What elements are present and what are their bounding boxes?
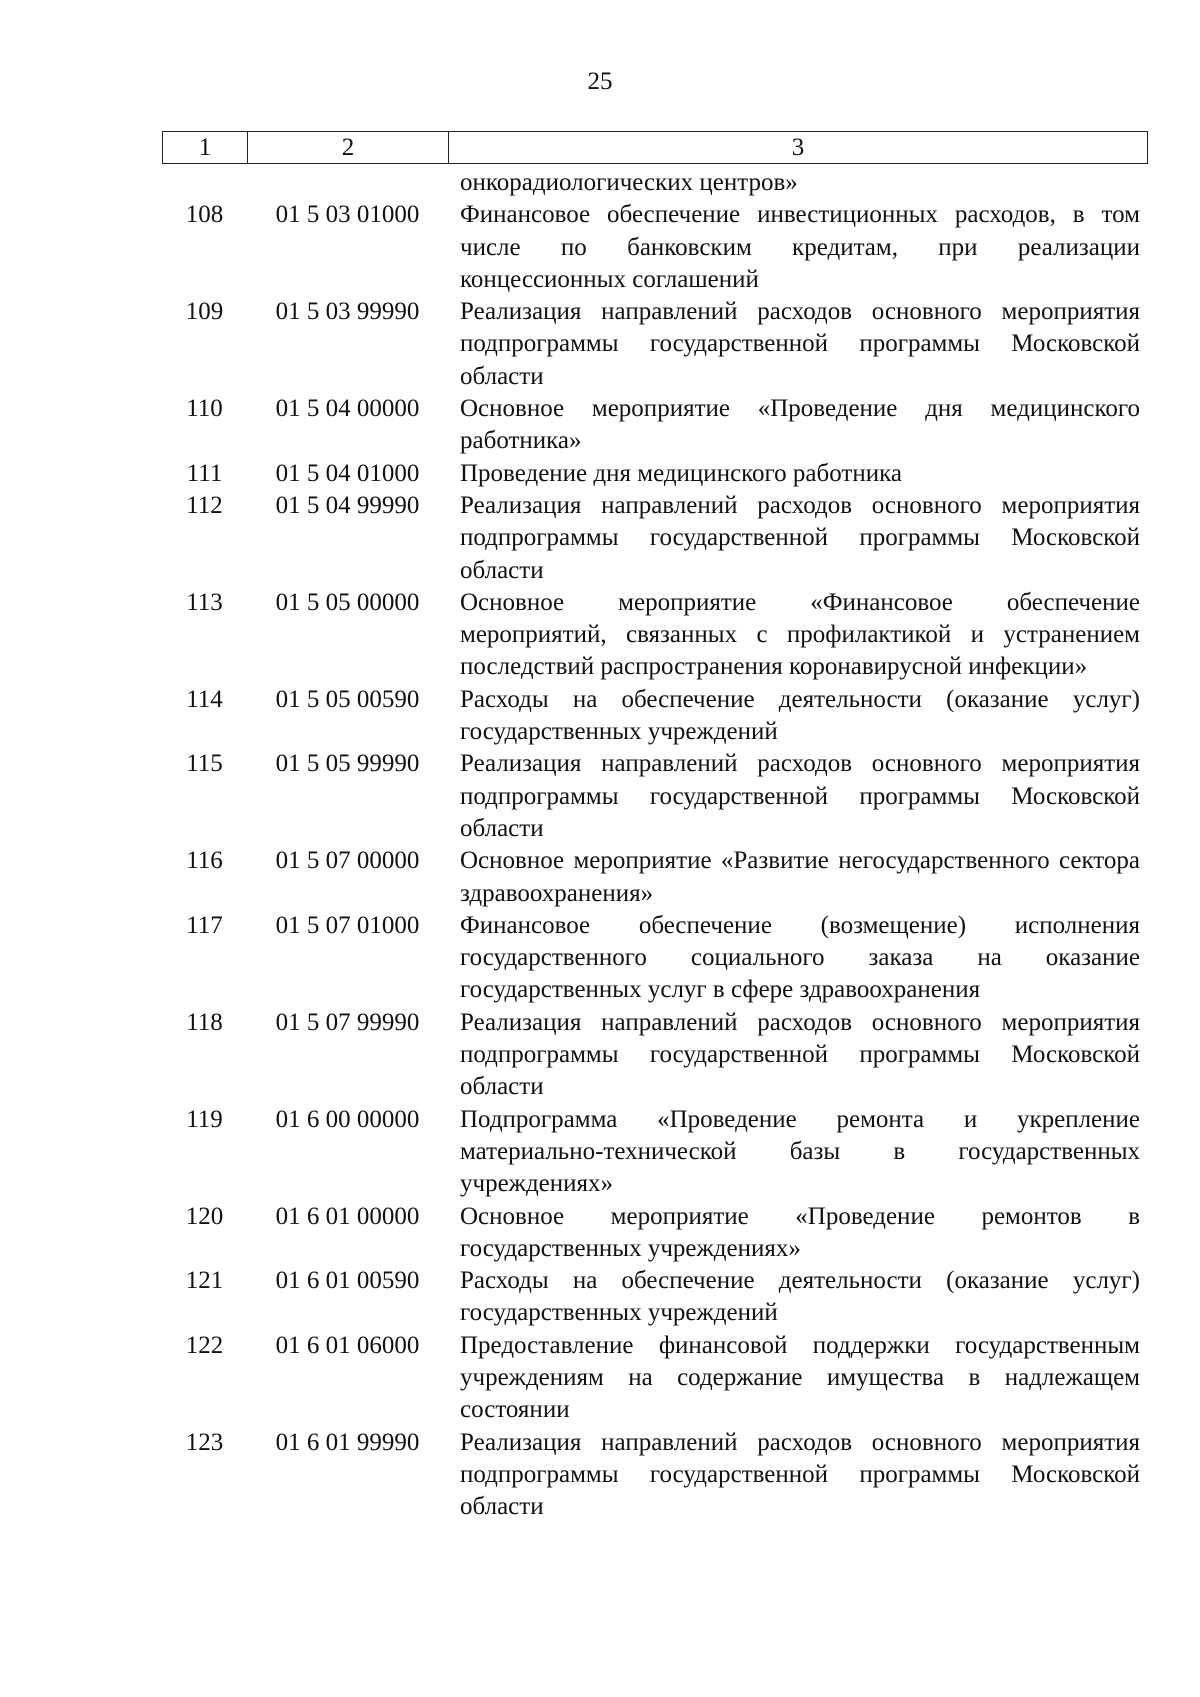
row-code: 01 6 01 00590 (275, 1267, 420, 1295)
row-number: 108 (185, 201, 224, 229)
row-number: 114 (186, 685, 223, 713)
row-text: Финансовое обеспечение инвестиционных расходов, в том числе по банковским кредитам, при реализации концессионных соглашений (460, 201, 1140, 293)
row-number: 112 (186, 491, 223, 519)
row-text: Предоставление финансовой поддержки государственным учреждениям на содержание имущества в надлежащем состоянии (460, 1331, 1140, 1424)
column-header-name: 3 (791, 133, 805, 161)
row-text: Основное мероприятие «Финансовое обеспечение мероприятий, связанных с профилактикой и устранением последствий распространения коронавирусной инфекции» (460, 588, 1140, 681)
row-text: онкорадиологических центров» (460, 169, 798, 196)
row-number: 111 (186, 459, 223, 487)
table-row (162, 845, 1148, 910)
row-text: Проведение дня медицинского работника (460, 459, 902, 487)
row-text: Реализация направлений расходов основного мероприятия подпрограммы государственной программы Московской области (460, 750, 1140, 842)
row-text: Финансовое обеспечение (возмещение) исполнения государственного социального заказа на оказание государственных услуг в сфере здравоохранения (460, 911, 1140, 1004)
row-text: Подпрограмма «Проведение ремонта и укрепление материально-технической базы в государственных учреждениях» (460, 1105, 1140, 1198)
table-row (162, 1427, 1148, 1524)
row-number (162, 167, 247, 199)
row-text: Реализация направлений расходов основного мероприятия подпрограммы государственной программы Московской области (460, 1428, 1140, 1521)
row-code: 01 5 05 00000 (275, 588, 420, 616)
column-header-number: 1 (163, 132, 248, 163)
row-number: 119 (186, 1105, 223, 1133)
row-number: 110 (186, 395, 223, 423)
row-number: 115 (186, 750, 223, 778)
row-code: 01 5 05 00590 (275, 685, 420, 713)
row-text: Основное мероприятие «Проведение ремонтов в государственных учреждениях» (460, 1202, 1140, 1262)
table-row (162, 490, 1148, 587)
table-row (162, 684, 1148, 749)
row-code: 01 6 01 06000 (275, 1331, 420, 1359)
column-header-code: 2 (248, 132, 449, 163)
table-row (162, 1007, 1148, 1104)
row-code: 01 6 01 00000 (275, 1202, 420, 1230)
row-code: 01 5 07 00000 (275, 847, 420, 875)
row-number: 109 (185, 298, 224, 326)
row-number: 116 (186, 847, 223, 875)
table-row (162, 748, 1148, 845)
table-header (162, 131, 1148, 164)
page-number: 25 (587, 68, 613, 95)
row-code (247, 167, 448, 199)
row-code: 01 5 05 99990 (275, 750, 420, 778)
row-code: 01 6 01 99990 (275, 1428, 420, 1456)
row-code: 01 5 04 01000 (275, 459, 420, 487)
table-body (162, 167, 1148, 1523)
row-number: 122 (185, 1331, 224, 1359)
row-code: 01 5 03 01000 (275, 201, 420, 229)
table-row-continuation (162, 167, 1148, 199)
table-row (162, 910, 1148, 1007)
row-text: Реализация направлений расходов основного мероприятия подпрограммы государственной программы Московской области (460, 1008, 1140, 1101)
row-code: 01 5 03 99990 (275, 298, 420, 326)
table-row (162, 1330, 1148, 1427)
row-text: Основное мероприятие «Проведение дня медицинского работника» (460, 395, 1140, 455)
table-row (162, 1104, 1148, 1201)
row-number: 113 (186, 588, 223, 616)
row-text: Расходы на обеспечение деятельности (оказание услуг) государственных учреждений (460, 685, 1140, 746)
row-code: 01 5 07 99990 (275, 1008, 420, 1036)
table-row (162, 393, 1148, 458)
row-code: 01 5 04 99990 (275, 491, 420, 519)
table-row (162, 199, 1148, 296)
row-text: Основное мероприятие «Развитие негосударственного сектора здравоохранения» (460, 847, 1140, 907)
table-row (162, 1201, 1148, 1266)
row-number: 123 (185, 1428, 224, 1456)
row-code: 01 6 00 00000 (275, 1105, 420, 1133)
row-number: 118 (186, 1008, 223, 1036)
table-row (162, 458, 1148, 490)
row-number: 120 (185, 1202, 224, 1230)
row-code: 01 5 04 00000 (275, 395, 420, 423)
row-code: 01 5 07 01000 (275, 911, 420, 939)
table-row (162, 296, 1148, 393)
table-row (162, 587, 1148, 684)
row-text: Реализация направлений расходов основного мероприятия подпрограммы государственной программы Московской области (460, 298, 1140, 390)
row-number: 121 (185, 1267, 224, 1295)
row-text: Расходы на обеспечение деятельности (оказание услуг) государственных учреждений (460, 1267, 1140, 1327)
row-text: Реализация направлений расходов основного мероприятия подпрограммы государственной программы Московской области (460, 491, 1140, 584)
row-number: 117 (186, 911, 223, 939)
table-row (162, 1265, 1148, 1330)
